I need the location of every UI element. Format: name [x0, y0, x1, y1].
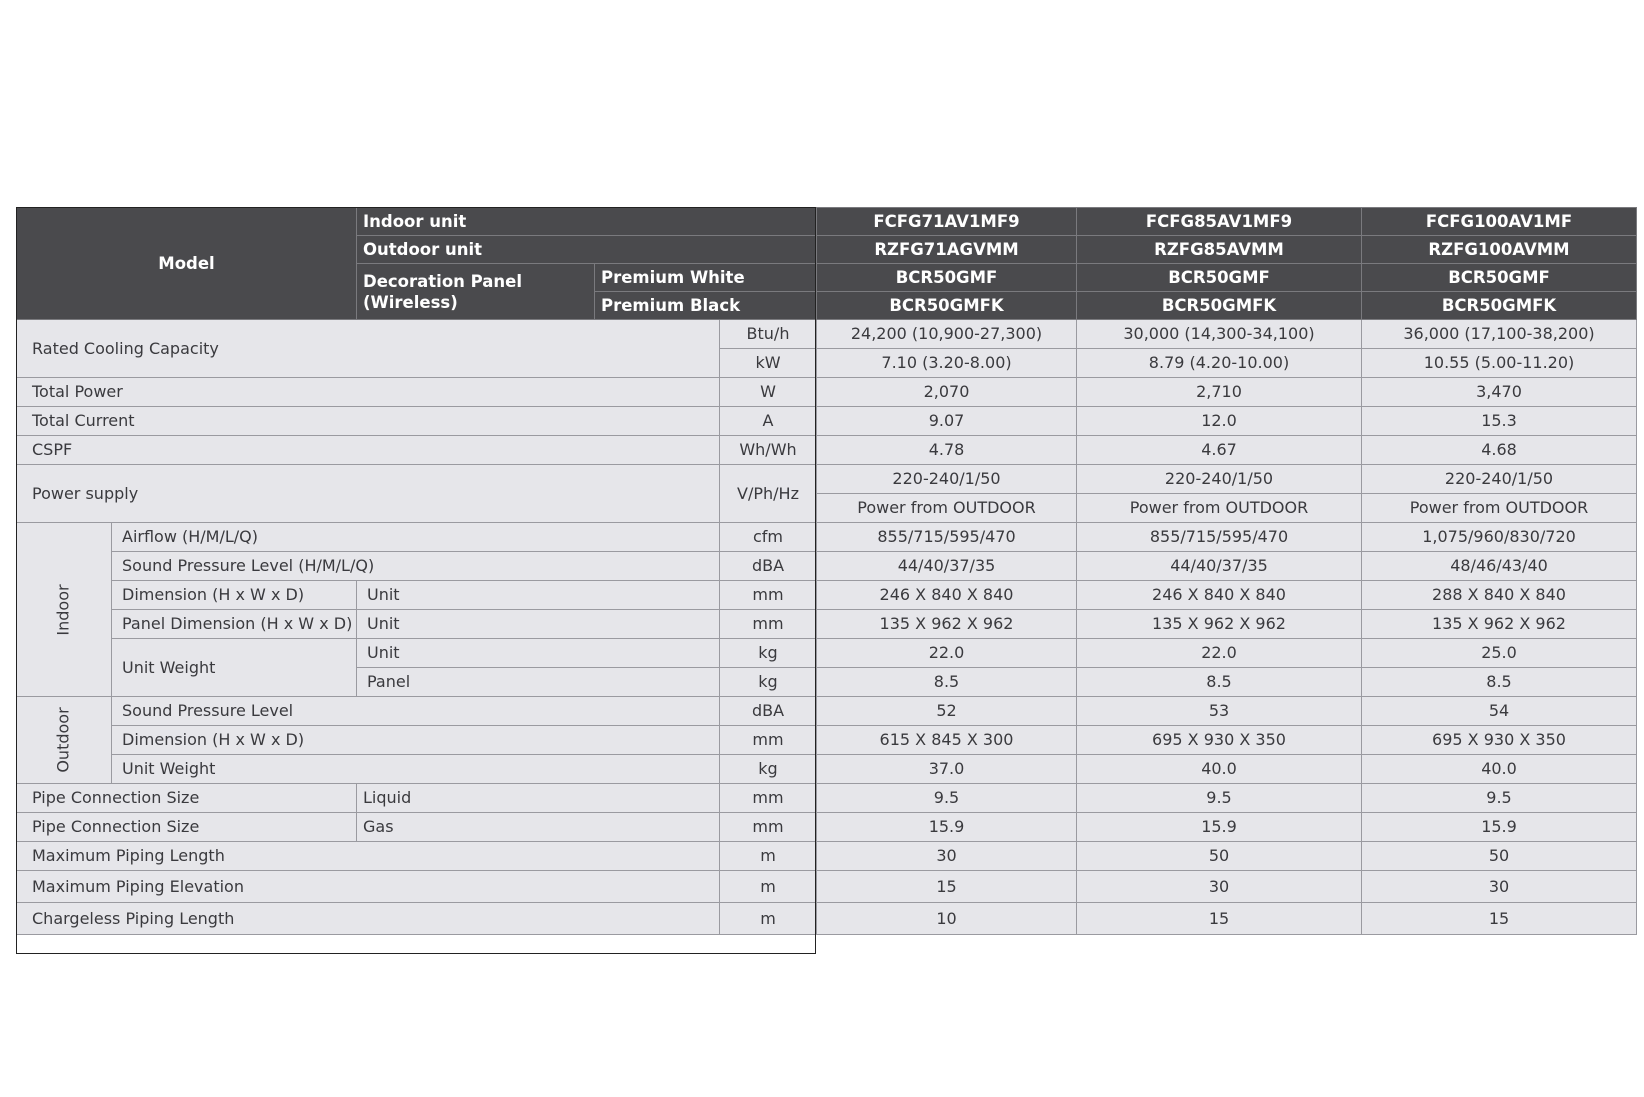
row-sublabel: Panel	[357, 668, 720, 697]
unit-cell: m	[720, 842, 817, 871]
white-panel-2: BCR50GMF	[1077, 264, 1362, 292]
row-label: Maximum Piping Elevation	[17, 871, 720, 903]
spec-table	[16, 207, 1637, 935]
value-cell: 30	[817, 842, 1077, 871]
value-cell: 15	[817, 871, 1077, 903]
outdoor-model-1: RZFG71AGVMM	[817, 236, 1077, 264]
value-cell: 288 X 840 X 840	[1362, 581, 1637, 610]
value-cell: 3,470	[1362, 378, 1637, 407]
value-cell: 36,000 (17,100-38,200)	[1362, 320, 1637, 349]
value-cell: 10.55 (5.00-11.20)	[1362, 349, 1637, 378]
black-panel-3: BCR50GMFK	[1362, 292, 1637, 320]
value-cell: 10	[817, 903, 1077, 935]
table-row	[17, 552, 1637, 581]
row-label: Power supply	[17, 465, 720, 523]
value-cell: 2,070	[817, 378, 1077, 407]
value-cell: 15.3	[1362, 407, 1637, 436]
table-row	[17, 726, 1637, 755]
unit-cell: A	[720, 407, 817, 436]
row-label: Panel Dimension (H x W x D)	[112, 610, 357, 639]
table-row	[17, 378, 1637, 407]
value-cell: 2,710	[1077, 378, 1362, 407]
row-label: Sound Pressure Level	[112, 697, 720, 726]
unit-cell: dBA	[720, 697, 817, 726]
unit-cell: mm	[720, 726, 817, 755]
value-cell: 9.07	[817, 407, 1077, 436]
unit-cell: kg	[720, 668, 817, 697]
unit-cell: kg	[720, 755, 817, 784]
outdoor-model-2: RZFG85AVMM	[1077, 236, 1362, 264]
value-cell: 9.5	[817, 784, 1077, 813]
value-cell: 695 X 930 X 350	[1077, 726, 1362, 755]
value-cell: 8.5	[1362, 668, 1637, 697]
row-label: Total Power	[17, 378, 720, 407]
unit-cell: V/Ph/Hz	[720, 465, 817, 523]
outdoor-group-label	[17, 697, 112, 784]
value-cell: 15	[1362, 903, 1637, 935]
value-cell: 30,000 (14,300-34,100)	[1077, 320, 1362, 349]
value-cell: 4.68	[1362, 436, 1637, 465]
unit-cell: mm	[720, 610, 817, 639]
unit-cell: Wh/Wh	[720, 436, 817, 465]
table-row	[17, 639, 1637, 668]
model-header: Model	[17, 208, 357, 320]
table-row	[17, 407, 1637, 436]
value-cell: 695 X 930 X 350	[1362, 726, 1637, 755]
table-row	[17, 755, 1637, 784]
spec-table-container	[16, 207, 1636, 935]
premium-white-header: Premium White	[595, 264, 817, 292]
premium-black-header: Premium Black	[595, 292, 817, 320]
indoor-unit-header: Indoor unit	[357, 208, 817, 236]
unit-cell: W	[720, 378, 817, 407]
value-cell: 25.0	[1362, 639, 1637, 668]
row-label: Airflow (H/M/L/Q)	[112, 523, 720, 552]
unit-cell: cfm	[720, 523, 817, 552]
value-cell: 22.0	[817, 639, 1077, 668]
table-row	[17, 523, 1637, 552]
value-cell: 50	[1077, 842, 1362, 871]
row-label: Dimension (H x W x D)	[112, 726, 720, 755]
value-cell: 22.0	[1077, 639, 1362, 668]
value-cell: 40.0	[1077, 755, 1362, 784]
row-label: Chargeless Piping Length	[17, 903, 720, 935]
value-cell: 15.9	[1077, 813, 1362, 842]
table-row	[17, 610, 1637, 639]
outdoor-group-text: Outdoor	[53, 707, 73, 773]
row-label: Rated Cooling Capacity	[17, 320, 720, 378]
row-label: Sound Pressure Level (H/M/L/Q)	[112, 552, 720, 581]
black-panel-2: BCR50GMFK	[1077, 292, 1362, 320]
unit-cell: dBA	[720, 552, 817, 581]
unit-cell: mm	[720, 784, 817, 813]
value-cell: 37.0	[817, 755, 1077, 784]
value-cell: 135 X 962 X 962	[1077, 610, 1362, 639]
value-cell: 54	[1362, 697, 1637, 726]
row-sublabel: Unit	[357, 581, 720, 610]
unit-cell: kg	[720, 639, 817, 668]
value-cell: 9.5	[1362, 784, 1637, 813]
row-sublabel: Liquid	[357, 784, 720, 813]
value-cell: 24,200 (10,900-27,300)	[817, 320, 1077, 349]
indoor-group-label	[17, 523, 112, 697]
indoor-group-text: Indoor	[53, 583, 73, 636]
value-cell: 8.5	[1077, 668, 1362, 697]
table-row	[17, 784, 1637, 813]
indoor-model-3: FCFG100AV1MF	[1362, 208, 1637, 236]
white-panel-1: BCR50GMF	[817, 264, 1077, 292]
value-cell: 44/40/37/35	[1077, 552, 1362, 581]
value-cell: 53	[1077, 697, 1362, 726]
value-cell: 135 X 962 X 962	[817, 610, 1077, 639]
row-label: Total Current	[17, 407, 720, 436]
unit-cell: Btu/h	[720, 320, 817, 349]
value-cell: Power from OUTDOOR	[817, 494, 1077, 523]
row-label: Dimension (H x W x D)	[112, 581, 357, 610]
value-cell: 220-240/1/50	[817, 465, 1077, 494]
value-cell: 9.5	[1077, 784, 1362, 813]
table-row	[17, 842, 1637, 871]
table-row	[17, 871, 1637, 903]
value-cell: 246 X 840 X 840	[817, 581, 1077, 610]
table-row	[17, 436, 1637, 465]
value-cell: Power from OUTDOOR	[1362, 494, 1637, 523]
unit-cell: kW	[720, 349, 817, 378]
value-cell: 50	[1362, 842, 1637, 871]
row-label: Unit Weight	[112, 639, 357, 697]
row-label: CSPF	[17, 436, 720, 465]
value-cell: 7.10 (3.20-8.00)	[817, 349, 1077, 378]
outdoor-unit-header: Outdoor unit	[357, 236, 817, 264]
indoor-model-2: FCFG85AV1MF9	[1077, 208, 1362, 236]
unit-cell: mm	[720, 581, 817, 610]
table-row	[17, 813, 1637, 842]
decoration-panel-header: Decoration Panel (Wireless)	[357, 264, 595, 320]
value-cell: Power from OUTDOOR	[1077, 494, 1362, 523]
table-row	[17, 903, 1637, 935]
indoor-model-1: FCFG71AV1MF9	[817, 208, 1077, 236]
value-cell: 44/40/37/35	[817, 552, 1077, 581]
black-panel-1: BCR50GMFK	[817, 292, 1077, 320]
value-cell: 12.0	[1077, 407, 1362, 436]
row-label: Pipe Connection Size	[17, 813, 357, 842]
unit-cell: m	[720, 903, 817, 935]
row-sublabel: Gas	[357, 813, 720, 842]
white-panel-3: BCR50GMF	[1362, 264, 1637, 292]
value-cell: 855/715/595/470	[817, 523, 1077, 552]
value-cell: 220-240/1/50	[1077, 465, 1362, 494]
unit-cell: m	[720, 871, 817, 903]
row-sublabel: Unit	[357, 639, 720, 668]
table-row	[17, 697, 1637, 726]
value-cell: 615 X 845 X 300	[817, 726, 1077, 755]
row-label: Maximum Piping Length	[17, 842, 720, 871]
value-cell: 855/715/595/470	[1077, 523, 1362, 552]
value-cell: 8.5	[817, 668, 1077, 697]
value-cell: 40.0	[1362, 755, 1637, 784]
value-cell: 246 X 840 X 840	[1077, 581, 1362, 610]
value-cell: 48/46/43/40	[1362, 552, 1637, 581]
value-cell: 4.67	[1077, 436, 1362, 465]
table-row	[17, 320, 1637, 349]
value-cell: 1,075/960/830/720	[1362, 523, 1637, 552]
header-row-indoor	[17, 208, 1637, 236]
table-row	[17, 465, 1637, 494]
value-cell: 15	[1077, 903, 1362, 935]
row-label: Unit Weight	[112, 755, 720, 784]
row-label: Pipe Connection Size	[17, 784, 357, 813]
value-cell: 135 X 962 X 962	[1362, 610, 1637, 639]
table-row	[17, 581, 1637, 610]
value-cell: 52	[817, 697, 1077, 726]
value-cell: 15.9	[817, 813, 1077, 842]
value-cell: 4.78	[817, 436, 1077, 465]
value-cell: 30	[1077, 871, 1362, 903]
value-cell: 15.9	[1362, 813, 1637, 842]
value-cell: 220-240/1/50	[1362, 465, 1637, 494]
value-cell: 30	[1362, 871, 1637, 903]
unit-cell: mm	[720, 813, 817, 842]
outdoor-model-3: RZFG100AVMM	[1362, 236, 1637, 264]
value-cell: 8.79 (4.20-10.00)	[1077, 349, 1362, 378]
row-sublabel: Unit	[357, 610, 720, 639]
